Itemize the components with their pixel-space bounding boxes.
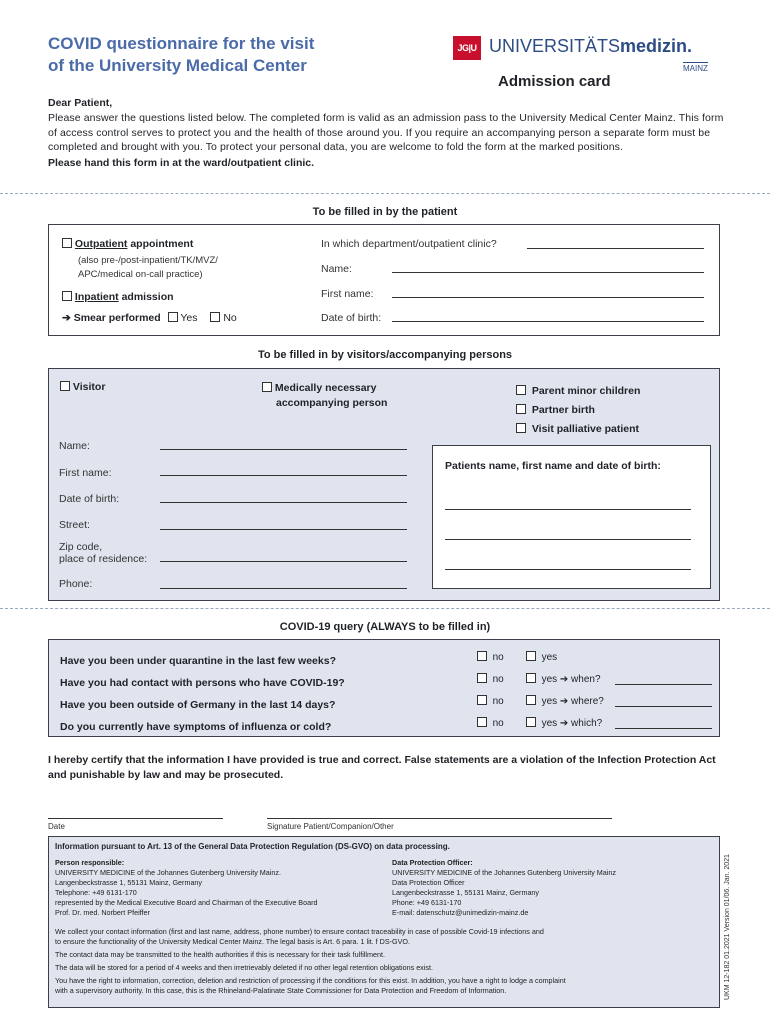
smear-no-label: No bbox=[223, 312, 237, 324]
date-field[interactable] bbox=[48, 818, 223, 819]
dpo-line: E-mail: datenschutz@unimedizin-mainz.de bbox=[392, 908, 529, 917]
inpatient-option[interactable] bbox=[62, 291, 174, 303]
answer-no[interactable] bbox=[477, 695, 504, 707]
intro-body: Please answer the questions listed below. The completed form is valid as an admission pass to the University Medical Center Mainz. This form of access control serves to protect you and the health of those around you. If you require an accompanying person a separate form must be completed and brought with you. To protect your personal data, you are welcome to fold the form at the marked positions. bbox=[48, 111, 724, 154]
responsible-title: Person responsible: bbox=[55, 858, 125, 867]
partner-checkbox[interactable] bbox=[516, 404, 526, 414]
visitor-label: Visitor bbox=[72, 381, 106, 393]
yes-label: yes bbox=[541, 652, 558, 663]
responsible-line: represented by the Medical Executive Board and Chairman of the Executive Board bbox=[55, 898, 318, 907]
when-field[interactable] bbox=[615, 684, 712, 685]
admission-card-heading: Admission card bbox=[498, 73, 611, 90]
no-label: no bbox=[492, 652, 504, 663]
patient-name-field[interactable] bbox=[392, 272, 704, 273]
outpatient-note-2: APC/medical on-call practice) bbox=[78, 269, 203, 280]
patient-first-name-field[interactable] bbox=[392, 297, 704, 298]
signature-field[interactable] bbox=[267, 818, 612, 819]
partner-label: Partner birth bbox=[531, 404, 595, 416]
responsible-line: UNIVERSITY MEDICINE of the Johannes Gutenberg University Mainz. bbox=[55, 868, 281, 877]
patient-dob-field[interactable] bbox=[392, 321, 704, 322]
hand-in-note: Please hand this form in at the ward/outpatient clinic. bbox=[48, 157, 315, 170]
form-title bbox=[48, 33, 314, 77]
palliative-option[interactable] bbox=[516, 420, 640, 439]
yes-checkbox[interactable] bbox=[526, 673, 536, 683]
visitor-checkbox[interactable] bbox=[60, 381, 70, 391]
jgu-logo: JG|U bbox=[453, 36, 481, 60]
medically-necessary-label-2: accompanying person bbox=[276, 397, 388, 409]
covid-question-row bbox=[60, 651, 720, 673]
unimedizin-logo bbox=[489, 36, 692, 57]
title-line-2: of the University Medical Center bbox=[48, 56, 307, 75]
no-checkbox[interactable] bbox=[477, 673, 487, 683]
data-protection-officer bbox=[392, 858, 712, 918]
data-protection-title: Information pursuant to Art. 13 of the General Data Protection Regulation (DS-GVO) on data processing. bbox=[55, 842, 450, 851]
info-para-1a: We collect your contact information (first and last name, address, phone number) to ensure contact traceability in case of possible Covid-19 infections and bbox=[55, 927, 544, 936]
answer-no[interactable] bbox=[477, 673, 504, 685]
dpo-title: Data Protection Officer: bbox=[392, 858, 473, 867]
inpatient-checkbox[interactable] bbox=[62, 291, 72, 301]
department-label: In which department/outpatient clinic? bbox=[321, 238, 497, 250]
info-para-2: The contact data may be transmitted to the health authorities if this is necessary for their task fulfillment. bbox=[55, 950, 385, 959]
visitor-option[interactable] bbox=[60, 381, 105, 393]
greeting: Dear Patient, bbox=[48, 97, 113, 109]
info-para-4a: You have the right to information, correction, deletion and restriction of processing if the conditions for this exist. In addition, you have a right to lodge a complaint bbox=[55, 976, 566, 985]
covid-questions bbox=[60, 651, 720, 739]
answer-yes[interactable] bbox=[526, 651, 557, 663]
visitor-reason-options bbox=[516, 382, 640, 439]
logo-regular: UNIVERSITÄTS bbox=[489, 36, 621, 56]
yes-label: yes ➔ where? bbox=[541, 696, 604, 707]
dpo-line: Langenbeckstrasse 1, 55131 Mainz, Germany bbox=[392, 888, 540, 897]
outpatient-label-rest: appointment bbox=[127, 238, 194, 250]
partner-option[interactable] bbox=[516, 401, 640, 420]
no-checkbox[interactable] bbox=[477, 651, 487, 661]
logo-bold: medizin. bbox=[620, 36, 693, 56]
visitor-first-name-field[interactable] bbox=[160, 475, 407, 476]
visitor-phone-field[interactable] bbox=[160, 588, 407, 589]
covid-question-row bbox=[60, 717, 720, 739]
answer-yes[interactable] bbox=[526, 695, 604, 707]
date-label: Date bbox=[48, 822, 65, 831]
outpatient-note bbox=[78, 254, 218, 282]
zip-label-2: place of residence: bbox=[59, 553, 148, 565]
info-para-3: The data will be stored for a period of 4 weeks and then irretrievably deleted if no other legal retention obligations exist. bbox=[55, 963, 433, 972]
inpatient-label: Inpatient bbox=[74, 291, 119, 303]
covid-question-row bbox=[60, 673, 720, 695]
question-text: Have you been outside of Germany in the last 14 days? bbox=[60, 699, 336, 711]
visitor-name-label: Name: bbox=[59, 440, 90, 452]
visitor-dob-field[interactable] bbox=[160, 502, 407, 503]
dpo-line: Phone: +49 6131-170 bbox=[392, 898, 462, 907]
patient-info-line-1[interactable] bbox=[445, 509, 691, 510]
fold-line-2 bbox=[0, 608, 770, 609]
certification-text: I hereby certify that the information I have provided is true and correct. False statements are a violation of the Infection Protection Act and punishable by law and may be prosecuted. bbox=[48, 754, 716, 781]
outpatient-note-1: (also pre-/post-inpatient/TK/MVZ/ bbox=[78, 255, 218, 266]
palliative-label: Visit palliative patient bbox=[531, 423, 640, 435]
patient-info-label: Patients name, first name and date of birth: bbox=[445, 460, 661, 472]
covid-question-row bbox=[60, 695, 720, 717]
responsible-line: Langenbeckstrasse 1, 55131 Mainz, Germany bbox=[55, 878, 203, 887]
answer-yes[interactable] bbox=[526, 717, 602, 729]
dpo-line: UNIVERSITY MEDICINE of the Johannes Gutenberg University Mainz bbox=[392, 868, 616, 877]
inpatient-label-rest: admission bbox=[118, 291, 174, 303]
visitor-dob-label: Date of birth: bbox=[59, 493, 120, 505]
question-text: Have you been under quarantine in the last few weeks? bbox=[60, 655, 336, 667]
medically-necessary-option[interactable] bbox=[262, 381, 387, 411]
covid-section-title: COVID-19 query (ALWAYS to be filled in) bbox=[279, 621, 491, 633]
visitor-phone-label: Phone: bbox=[59, 578, 93, 590]
no-checkbox[interactable] bbox=[477, 717, 487, 727]
answer-yes[interactable] bbox=[526, 673, 601, 685]
answer-no[interactable] bbox=[477, 651, 504, 663]
yes-label: yes ➔ which? bbox=[541, 718, 603, 729]
info-para-1b: to ensure the functionality of the University Medical Center Mainz. The legal basis is Art. 6 para. 1 lit. f DS-GVO. bbox=[55, 937, 411, 946]
smear-yes-checkbox[interactable] bbox=[168, 312, 178, 322]
patient-section-title: To be filled in by the patient bbox=[312, 206, 458, 218]
outpatient-label: Outpatient bbox=[74, 238, 128, 250]
where-field[interactable] bbox=[615, 706, 712, 707]
question-text: Have you had contact with persons who have COVID-19? bbox=[60, 677, 345, 689]
patient-name-label: Name: bbox=[321, 263, 352, 275]
yes-checkbox[interactable] bbox=[526, 717, 536, 727]
smear-no-checkbox[interactable] bbox=[210, 312, 220, 322]
patient-dob-label: Date of birth: bbox=[321, 312, 382, 324]
medically-necessary-label-1: Medically necessary bbox=[274, 382, 377, 394]
patient-info-line-3[interactable] bbox=[445, 569, 691, 570]
responsible-line: Telephone: +49 6131-170 bbox=[55, 888, 137, 897]
parent-label: Parent minor children bbox=[531, 385, 641, 397]
parent-checkbox[interactable] bbox=[516, 385, 526, 395]
no-label: no bbox=[492, 674, 504, 685]
no-label: no bbox=[492, 718, 504, 729]
visitor-section-title: To be filled in by visitors/accompanying persons bbox=[257, 349, 513, 361]
yes-checkbox[interactable] bbox=[526, 651, 536, 661]
signature-label: Signature Patient/Companion/Other bbox=[267, 822, 394, 831]
title-line-1: COVID questionnaire for the visit bbox=[48, 34, 315, 53]
department-field[interactable] bbox=[527, 248, 704, 249]
smear-yes-label: Yes bbox=[180, 312, 198, 324]
zip-label-1: Zip code, bbox=[59, 541, 103, 553]
visitor-name-field[interactable] bbox=[160, 449, 407, 450]
logo-mainz: MAINZ bbox=[683, 64, 708, 73]
version-label: UKM 12-182 01.2021 Version 01/06. Jan. 2021 bbox=[724, 854, 731, 1000]
visitor-zip-label bbox=[59, 541, 147, 565]
smear-label: ➔ Smear performed bbox=[62, 312, 161, 324]
data-protection-paragraphs bbox=[55, 927, 715, 996]
question-text: Do you currently have symptoms of influenza or cold? bbox=[60, 721, 332, 733]
outpatient-option[interactable] bbox=[62, 238, 193, 250]
visitor-street-field[interactable] bbox=[160, 529, 407, 530]
palliative-checkbox[interactable] bbox=[516, 423, 526, 433]
visitor-street-label: Street: bbox=[59, 519, 90, 531]
person-responsible bbox=[55, 858, 385, 918]
no-checkbox[interactable] bbox=[477, 695, 487, 705]
intro-text bbox=[48, 96, 728, 171]
fold-line-1 bbox=[0, 193, 770, 194]
patient-first-name-label: First name: bbox=[321, 288, 374, 300]
smear-row bbox=[62, 312, 237, 324]
yes-checkbox[interactable] bbox=[526, 695, 536, 705]
yes-label: yes ➔ when? bbox=[541, 674, 601, 685]
no-label: no bbox=[492, 696, 504, 707]
responsible-line: Prof. Dr. med. Norbert Pfeiffer bbox=[55, 908, 150, 917]
visitor-first-name-label: First name: bbox=[59, 467, 112, 479]
which-field[interactable] bbox=[615, 728, 712, 729]
outpatient-checkbox[interactable] bbox=[62, 238, 72, 248]
dpo-line: Data Protection Officer bbox=[392, 878, 465, 887]
patient-info-line-2[interactable] bbox=[445, 539, 691, 540]
answer-no[interactable] bbox=[477, 717, 504, 729]
medically-necessary-checkbox[interactable] bbox=[262, 382, 272, 392]
visitor-zip-field[interactable] bbox=[160, 561, 407, 562]
parent-option[interactable] bbox=[516, 382, 640, 401]
info-para-4b: with a supervisory authority. In this case, this is the Rhineland-Palatinate State Commissioner for Data Protection and Freedom of Information. bbox=[55, 986, 507, 995]
